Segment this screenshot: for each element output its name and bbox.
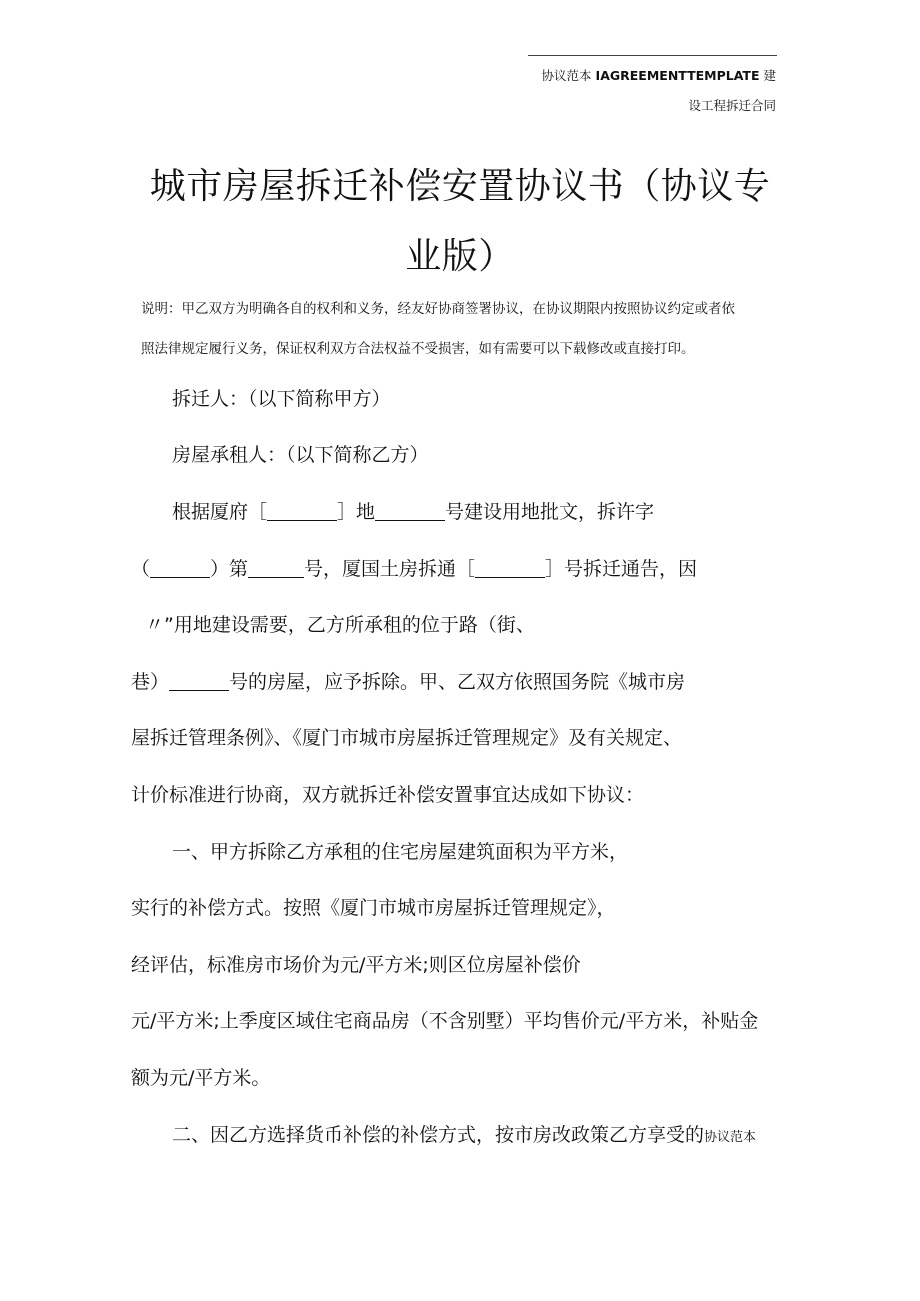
party-b-line: 房屋承租人：（以下简称乙方）	[172, 444, 429, 466]
body-line-1: 根据厦府［ ］地 号建设用地批文，拆许字	[172, 501, 655, 523]
blank-field	[267, 502, 337, 521]
body-line-3: 〃”用地建设需要，乙方所承租的位于路（街、	[145, 614, 535, 636]
header-template-label: 协议范本 IAGREEMENTTEMPLATE 建	[541, 68, 776, 83]
body-line-6: 计价标准进行协商，双方就拆迁补偿安置事宜达成如下协议：	[131, 784, 645, 806]
clause-1-line-1: 一、甲方拆除乙方承租的住宅房屋建筑面积为平方米，	[172, 841, 629, 863]
body-line-4: 巷） 号的房屋，应予拆除。甲、乙双方依照国务院《城市房	[131, 671, 686, 693]
body-line-2: （ ）第 号，厦国土房拆通［ ］号拆迁通告，因	[131, 558, 698, 580]
document-title-line2: 业版）	[405, 236, 515, 277]
header-template-subtitle: 设工程拆迁合同	[688, 98, 776, 113]
blank-field	[150, 559, 210, 578]
note-line2: 照法律规定履行义务，保证权利双方合法权益不受损害，如有需要可以下载修改或直接打印。	[141, 341, 695, 357]
note-line1: 说明：甲乙双方为明确各自的权利和义务，经友好协商签署协议，在协议期限内按照协议约定或者依	[141, 301, 735, 317]
body-line-5: 屋拆迁管理条例》、《厦门市城市房屋拆迁管理规定》及有关规定、	[131, 727, 683, 749]
clause-1-line-2: 实行的补偿方式。按照《厦门市城市房屋拆迁管理规定》，	[131, 897, 616, 919]
blank-field	[475, 559, 545, 578]
clause-1-line-3: 经评估，标准房市场价为元/平方米;则区位房屋补偿价	[131, 954, 581, 976]
blank-field	[375, 502, 445, 521]
header-rule	[528, 55, 777, 56]
clause-1-line-4: 元/平方米;上季度区域住宅商品房（不含别墅）平均售价元/平方米，补贴金	[131, 1010, 759, 1032]
clause-2-line-1: 二、因乙方选择货币补偿的补偿方式，按市房改政策乙方享受的协议范本	[172, 1124, 757, 1146]
clause-1-line-5: 额为元/平方米。	[131, 1067, 271, 1089]
blank-field	[248, 559, 304, 578]
template-watermark-text: 协议范本	[704, 1130, 757, 1145]
blank-field	[169, 672, 229, 691]
party-a-line: 拆迁人：（以下简称甲方）	[172, 388, 391, 410]
document-title-line1: 城市房屋拆迁补偿安置协议书（协议专	[149, 166, 771, 207]
